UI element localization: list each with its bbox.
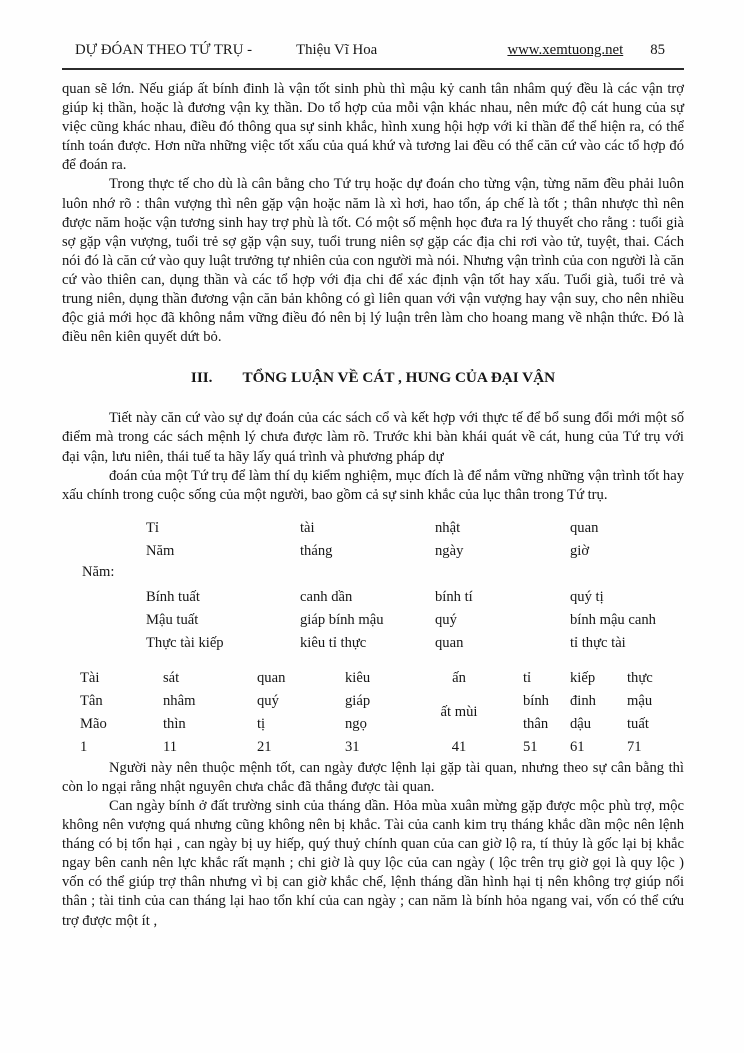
table-cell: 1 <box>80 738 88 755</box>
table-cell: sát <box>163 669 180 686</box>
table-cell: tháng <box>300 542 333 559</box>
table-cell: 31 <box>345 738 360 755</box>
table-row <box>146 517 684 540</box>
table-cell: Mão <box>80 715 107 732</box>
table-cell: mậu <box>627 692 653 709</box>
table-cell: tỉ thực tài <box>570 634 626 651</box>
table-cell: 21 <box>257 738 272 755</box>
table-cell: quan <box>257 669 286 686</box>
table-cell: kiêu <box>345 669 371 686</box>
table-cell: đinh <box>570 692 596 709</box>
table-cell: quý <box>435 611 457 628</box>
table-cell: thực <box>627 669 653 686</box>
table-cell: 11 <box>163 738 178 755</box>
paragraph-method-b: đoán của một Tứ trụ để làm thí dụ kiểm nghiệm, mục đích là để nắm vững những vận trình tốt hay xấu chính trong cuộc sống của một người, bao gồm cả sự sinh khắc của lục thân trong Tứ trụ. <box>62 467 684 503</box>
table-cell: canh dần <box>300 588 353 605</box>
four-pillars-table <box>62 517 684 655</box>
website-link[interactable]: www.xemtuong.net <box>507 42 624 58</box>
table-cell: Tỉ <box>146 519 159 536</box>
table-row <box>80 667 684 690</box>
table-row <box>146 586 684 609</box>
paragraph-balance: Trong thực tế cho dù là cân bằng cho Tứ trụ hoặc dự đoán cho từng vận, từng năm đều phải luôn luôn nhớ rõ : thân vượng thì nên gặp vận hoặc năm là xì hơi, hao tổn, áp chế là tốt ; thân nhược thì nên được năm hoặc vận tương sinh hay trợ phù là tốt. Có một số mệnh học đưa ra lý thuyết cho rằng : tuổi già sợ gặp vận vượng, tuổi trẻ sợ gặp vận suy, tuổi trung niên sợ gặp các địa chi rơi vào tử, tuyệt, thai. Cách nói đó là căn cứ vào quy luật trưởng tự nhiên của con người mà nói. Nhưng vận trình của con người là căn cứ vào thiên can, dụng thần và các tổ hợp với địa chi để xác định vận tốt hay xấu. Tuổi già, tuổi trẻ và trung niên, dụng thần đương vận căn bản không có gì liên quan với vận vượng hay vận suy, cho nên nhiều độc giả mới học đã không nắm vững điều đó nên bị lý luận trên làm cho hoang mang về nhận thức. Đó là điều nên kiên quyết dứt bỏ. <box>62 176 684 346</box>
table-cell: Mậu tuất <box>146 611 199 628</box>
table-cell: tỉ <box>523 669 532 686</box>
table-cell: Tân <box>80 692 103 709</box>
table-cell: giáp <box>345 692 371 709</box>
table-cell: Bính tuất <box>146 588 200 605</box>
paragraph-intro: quan sẽ lớn. Nếu giáp ất bính đinh là vận tốt sinh phù thì mậu kỷ canh tân nhâm quý đều là các vận trợ giúp kị thần, hoặc là đương vận kỵ thần. Do tổ hợp của mỗi vận khác nhau, nên mức độ cát hung của sự việc cũng khác nhau, điều đó thông qua sự sinh khắc, hình xung hội hợp với kỉ thần để thể hiện ra, có thể tính toán được. Hơn nữa những việc tốt xấu của quá khứ và tương lai đều có thể căn cứ vào các tổ hợp đó để đoán ra. <box>62 81 684 174</box>
table-cell: nhật <box>435 519 461 536</box>
table-cell: 41 <box>451 738 467 755</box>
major-luck-table <box>62 667 684 759</box>
table-cell: Năm <box>146 542 175 559</box>
table-cell: bính <box>523 692 549 709</box>
paragraph-method-a: Tiết này căn cứ vào sự dự đoán của các sách cổ và kết hợp với thực tế để bổ sung đổi mới một số điểm mà trong các sách mệnh lý chưa được làm rõ. Trước khi bàn khái quát về cát, hung của Tứ trụ với đại vận, lưu niên, thái tuế ta hãy lấy quá trình và phương pháp dự <box>62 410 684 465</box>
table-cell: tị <box>257 715 266 732</box>
table-row <box>80 713 684 736</box>
author-name: Thiệu Vĩ Hoa <box>296 42 378 58</box>
paragraph-comment1: Người này nên thuộc mệnh tốt, can ngày được lệnh lại gặp tài quan, nhưng theo sự cân bằng thì còn lo ngại rằng nhật nguyên chưa chắc đã thắng được tài quan. <box>62 759 684 795</box>
page-content <box>0 70 744 931</box>
table-cell: giáp bính mậu <box>300 611 384 628</box>
table-cell: quý <box>257 692 279 709</box>
table-cell: quý tị <box>570 588 604 605</box>
table-cell: tài <box>300 519 315 536</box>
section-number: III. <box>190 369 213 387</box>
section-heading <box>62 368 684 388</box>
table-cell: bính mậu canh <box>570 611 656 628</box>
table-cell: ngọ <box>345 715 367 732</box>
table-row <box>80 736 684 759</box>
year-label: Năm: <box>82 563 115 580</box>
table-cell: 61 <box>570 738 585 755</box>
book-title: DỰ ĐÓAN THEO TỨ TRỤ - <box>75 42 253 58</box>
table-cell: ngày <box>435 542 464 559</box>
merged-pillar-cell <box>423 692 523 720</box>
table-cell: nhâm <box>163 692 196 709</box>
table-cell: quan <box>435 634 464 651</box>
table-cell: bính tí <box>435 588 473 605</box>
table-cell: ất mùi <box>440 703 478 720</box>
table-cell: 51 <box>523 738 538 755</box>
table-row <box>146 632 684 655</box>
section-title: TỔNG LUẬN VỀ CÁT , HUNG CỦA ĐẠI VẬN <box>242 369 556 387</box>
table-cell: giờ <box>570 542 590 559</box>
table-cell: 71 <box>627 738 642 755</box>
table-cell: thân <box>523 715 549 732</box>
table-cell: Tài <box>80 669 100 686</box>
table-row <box>80 690 684 720</box>
table-row-spacer <box>146 563 684 586</box>
paragraph-comment2: Can ngày bính ở đất trường sinh của tháng dần. Hỏa mùa xuân mừng gặp được mộc phù trợ, mộc không nên vượng quá nhưng cũng không nên bị khắc. Tài của canh kim trụ tháng khắc dần mộc nên lệnh tháng có bị tổn hại , can ngày bị uy hiếp, quý thuỷ chính quan của can giờ lộ ra, tí thủy là gốc lại bị khắc ngay bên canh nên lực khắc rất mạnh ; chi giờ là quy lộc của can ngày ( lộc trên trụ giờ gọi là quy lộc ) vốn có thể giúp trợ thân nhưng vì bị can giờ khắc chế, lệnh tháng dần hình hại tị nên không trợ giúp nổi thân ; tài tinh của can tháng lại hao tổn khí của can ngày ; can năm là bính hỏa ngang vai, vốn có thể cứu trợ được một ít , <box>62 797 684 929</box>
table-cell: kiêu tỉ thực <box>300 634 367 651</box>
table-cell: quan <box>570 519 599 536</box>
table-cell: tuất <box>627 715 649 732</box>
table-cell: thìn <box>163 715 186 732</box>
table-cell: kiếp <box>570 669 596 686</box>
table-cell: dậu <box>570 715 592 732</box>
table-cell: ấn <box>452 669 466 686</box>
table-row <box>146 609 684 632</box>
page-number: 85 <box>650 42 665 58</box>
table-cell: Thực tài kiếp <box>146 634 224 651</box>
table-row <box>146 540 684 563</box>
page-header <box>0 0 744 59</box>
